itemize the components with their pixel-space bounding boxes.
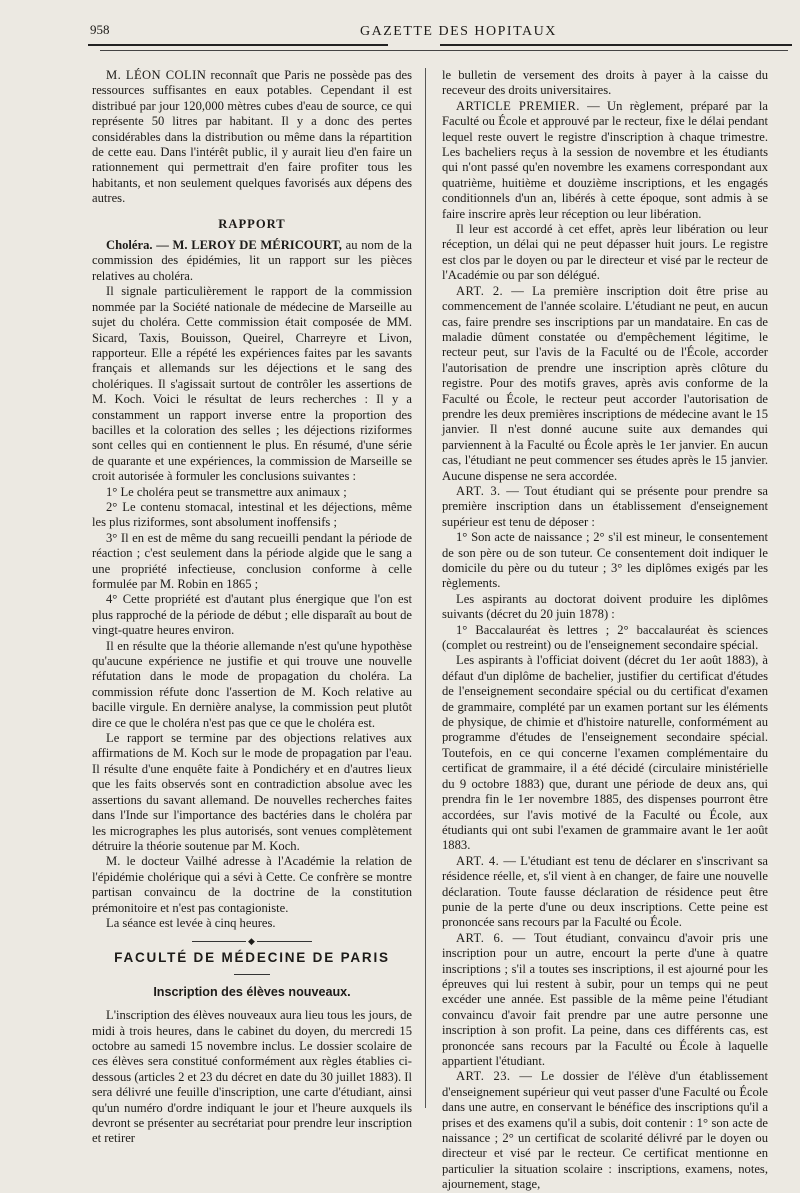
page-number: 958 (90, 22, 110, 37)
header-rule-right (440, 44, 792, 46)
article-4 (442, 854, 768, 931)
officiat-paragraph: Les aspirants à l'officiat doivent (décret du 1er août 1883), à défaut d'un diplôme de bachelier, justifier du certificat d'études de l'enseignement secondaire spécial ou du certificat d'examen de grammaire, complété par un examen portant sur les éléments de physique, de chimie et d'histoire naturelle, conformément au programme d'études de l'enseignement secondaire spécial. Toutefois, en ce qui concerne l'examen complémentaire du certificat de grammaire, il a été décidé (circulaire ministérielle du 9 octobre 1883) que, durant une période de deux ans, qui prendra fin le 1er novembre 1885, des dispenses pourront être accordées, sur l'avis motivé de la Faculté ou École, aux étudiants qui ont subi l'examen de grammaire avant le 1er août 1883. (442, 653, 768, 853)
article-2 (442, 284, 768, 484)
objections-paragraph: Le rapport se termine par des objections relatives aux affirmations de M. Koch sur le mode de propagation par l'eau. Il résulte d'une enquête faite à Pondichéry et en d'autres lieux que les faits observés sont en contradiction absolue avec les assertions du savant allemand. De nouvelles recherches faites dans l'Inde sur l'importance des bactéries dans le choléra par les micrographes les plus autorisés, sont venues complètement détruire la théorie soutenue par M. Koch. (92, 731, 412, 853)
journal-title: GAZETTE DES HOPITAUX (360, 24, 557, 39)
article-lead: ART. 23. (456, 1069, 511, 1084)
column-divider (425, 68, 426, 1108)
vailhe-paragraph: M. le docteur Vailhé adresse à l'Académie la relation de l'épidémie cholérique qui a sévi à Cette. Ce confrère se montre partisan convaincu de la doctrine de la constitution prémonitoire et n'est pas contagioniste. (92, 854, 412, 915)
article-23 (442, 1069, 768, 1192)
page-header (0, 14, 800, 44)
left-column (92, 68, 412, 1147)
inscription-paragraph: L'inscription des élèves nouveaux aura lieu tous les jours, de midi à trois heures, dans le cabinet du doyen, du mercredi 15 octobre au samedi 15 novembre inclus. Le dossier scolaire de ces élèves sera constitué conformément aux règles établies ci-dessous (articles 2 et 23 du décret en date du 30 juillet 1883). Il sera délivré une feuille d'inscription, une carte d'étudiant, ainsi qu'un numéro d'ordre indiquant le jour et l'heure auxquels ils devront se présenter au secrétariat pour prendre leur inscription et retirer (92, 1008, 412, 1146)
rapport-heading: RAPPORT (218, 216, 286, 231)
article-1 (442, 99, 768, 222)
short-rule (234, 974, 270, 975)
colin-paragraph (92, 68, 412, 207)
paragraph-text: — La première inscription doit être prise au commencement de l'année scolaire. L'étudiant ne peut, en aucun cas, faire prendre ses inscriptions par un mandataire. En cas de maladie dûment constatée ou d'empêchement légitime, le recteur peut, sur l'avis de la Faculté ou de l'École, accorder l'autorisation de prendre une inscription après clôture du registre. Pour des motifs graves, après avis conforme de la Faculté ou École, le recteur peut accorder l'autorisation de prendre les deux premières inscriptions de médecine avant le 15 janvier. Il n'est donné aucune suite aux demandes qui parviennent à la Faculté ou École après le 1er janvier. En aucun cas, l'étudiant ne peut commencer ses études après le 15 janvier. Aucune dispense ne sera accordée. (442, 283, 768, 483)
article-lead: ART. 6. (456, 930, 504, 945)
article-6 (442, 931, 768, 1070)
conclusion-2: 2° Le contenu stomacal, intestinal et les déjections, même les plus riziformes, sont absolument inoffensifs ; (92, 499, 412, 530)
seance-paragraph: La séance est levée à cinq heures. (106, 915, 276, 930)
right-column (442, 68, 768, 1193)
paragraph-text: reconnaît que Paris ne possède pas des ressources suffisantes en eaux potables. Cependant il est distribué par jour 120,000 mètres cubes d'eau de source, ce qui représente 50 litres par habitant. Il y a donc des pertes considérables dans la distribution ou même dans la répartition de cette eau. Dans l'intérêt public, il y aurait lieu d'en faire un rationnement qui permettrait d'en faire profiter tous les habitants, et non seulement quelques favorisés aux dépens des autres. (92, 68, 412, 206)
faculte-title: FACULTÉ DE MÉDECINE DE PARIS (114, 950, 390, 966)
paragraph-text: au nom de la commission des épidémies, lit un rapport sur les pièces relatives au choléra. (92, 238, 412, 283)
speaker-name: M. LÉON COLIN (106, 68, 207, 82)
cholera-lead: Choléra. — M. LEROY DE MÉRICOURT, (106, 238, 342, 253)
article-lead: ART. 4. (456, 853, 500, 868)
article-3 (442, 484, 768, 530)
conclusion-4: 4° Cette propriété est d'autant plus énergique que l'on est plus rapproché de la période de début ; elle disparaît au bout de vingt-quatre heures environ. (92, 592, 412, 638)
paragraph-text: — Un règlement, préparé par la Faculté ou École et approuvé par le recteur, fixe le délai pendant lequel reste ouvert le registre d'inscription à chaque trimestre. Les bacheliers reçus à la session de novembre et les étudiants qui n'ont passé qu'en novembre les examens correspondant aux quatrième, huitième et douzième inscriptions, et les engagés conditionnels d'un an, libérés à cette époque, sont admis à se faire inscrire après leur réception ou leur libération. (442, 98, 768, 221)
conclusion-3: 3° Il en est de même du sang recueilli pendant la période de réaction ; c'est seulement dans la période algide que le sang a une propriété infectieuse, conclusion conforme à celle formulée par M. Robin en 1865 ; (92, 530, 412, 591)
paragraph-text: — Tout étudiant, convaincu d'avoir pris une inscription pour un autre, encourt la perte d'une à quatre inscriptions ; s'il a toutes ses inscriptions, il est ajourné pour les épreuves qui lui restent à subir, pour un temps qui ne peut excéder une année. Est passible de la même peine l'étudiant convaincu d'avoir fait prendre par une autre personne une inscription à son profit. La peine, dans ces différents cas, est prononcée sans recours par la Faculté ou École à laquelle appartient l'étudiant. (442, 930, 768, 1068)
documents-paragraph: 1° Son acte de naissance ; 2° s'il est mineur, le consentement de son père ou de son tuteur. Ce consentement doit indiquer le domicile du père ou du tuteur ; 3° les diplômes exigés par les règlements. (442, 530, 768, 591)
cholera-paragraph (92, 238, 412, 284)
conclusion-1: 1° Le choléra peut se transmettre aux animaux ; (106, 484, 347, 499)
paragraph-text: — Tout étudiant qui se présente pour prendre sa première inscription dans un établissement d'enseignement supérieur est tenu de déposer : (442, 483, 768, 529)
paragraph-text: — Le dossier de l'élève d'un établissement d'enseignement supérieur qui veut passer d'une Faculté ou École dans une autre, en conservant le bénéfice des inscriptions qu'il a prises et des examens qu'il a subis, doit contenir : 1° son acte de naissance ; 2° un certificat de scolarité délivré par le doyen ou directeur et visé par le recteur. Ce certificat mentionne en particulier la situation scolaire : inscriptions, examens, notes, ajournement, stage, (442, 1069, 768, 1192)
article-lead: ARTICLE PREMIER. (456, 98, 580, 113)
bulletin-paragraph: le bulletin de versement des droits à payer à la caisse du receveur des droits universitaires. (442, 68, 768, 98)
article-lead: ART. 3. (456, 483, 501, 498)
delai-paragraph: Il leur est accordé à cet effet, après leur libération ou leur réception, un délai qui ne peut dépasser huit jours. Le registre est clos par le doyen ou par le directeur et visé par le recteur de l'Académie ou par son délégué. (442, 222, 768, 283)
doctorat-paragraph: Les aspirants au doctorat doivent produire les diplômes suivants (décret du 20 juin 1878) : (442, 591, 768, 622)
paragraph-text: — L'étudiant est tenu de déclarer en s'inscrivant sa résidence réelle, et, s'il vient à en changer, de faire une nouvelle déclaration. Toute fausse déclaration de résidence peut être punie de la perte d'une ou deux inscriptions. Cette peine est prononcée sans recours par la Faculté ou École. (442, 853, 768, 930)
theory-paragraph: Il en résulte que la théorie allemande n'est qu'une hypothèse qu'aucune expérience ne justifie et qui trouve une nouvelle réfutation dans le mode de propagation du choléra. La commission réfute donc l'assertion de M. Koch relative au bacille virgule. En dernière analyse, la commission peut plutôt dire ce que le choléra n'est pas que ce que le choléra est. (92, 638, 412, 730)
header-rule-left (88, 44, 388, 46)
ornament-divider (192, 941, 312, 942)
marseille-paragraph: Il signale particulièrement le rapport de la commission nommée par la Société nationale de médecine de Marseille au sujet du choléra. Cette commission était composée de MM. Sicard, Taxis, Bouisson, Queirel, Charreyre et Livon, rapporteur. Elle a répété les expériences faites par les savants français et allemands sur les déjections et le sang des cholériques. Il s'agissait surtout de contrôler les assertions de M. Koch. Voici le résultat de leurs recherches : Il y a constamment un rapport inverse entre la proportion des bacilles et la coloration des selles ; les déjections riziformes sont celles qui en contiennent le plus. En résumé, d'une série de quarante et une expériences, la commission de Marseille se croit autorisée à formuler les conclusions suivantes : (92, 284, 412, 484)
header-rule-thin (100, 50, 788, 51)
baccalaureat-paragraph: 1° Baccalauréat ès lettres ; 2° baccalauréat ès sciences (complet ou restreint) ou de l'enseignement secondaire spécial. (442, 622, 768, 653)
inscription-title: Inscription des élèves nouveaux. (153, 984, 351, 999)
article-lead: ART. 2. (456, 283, 504, 298)
